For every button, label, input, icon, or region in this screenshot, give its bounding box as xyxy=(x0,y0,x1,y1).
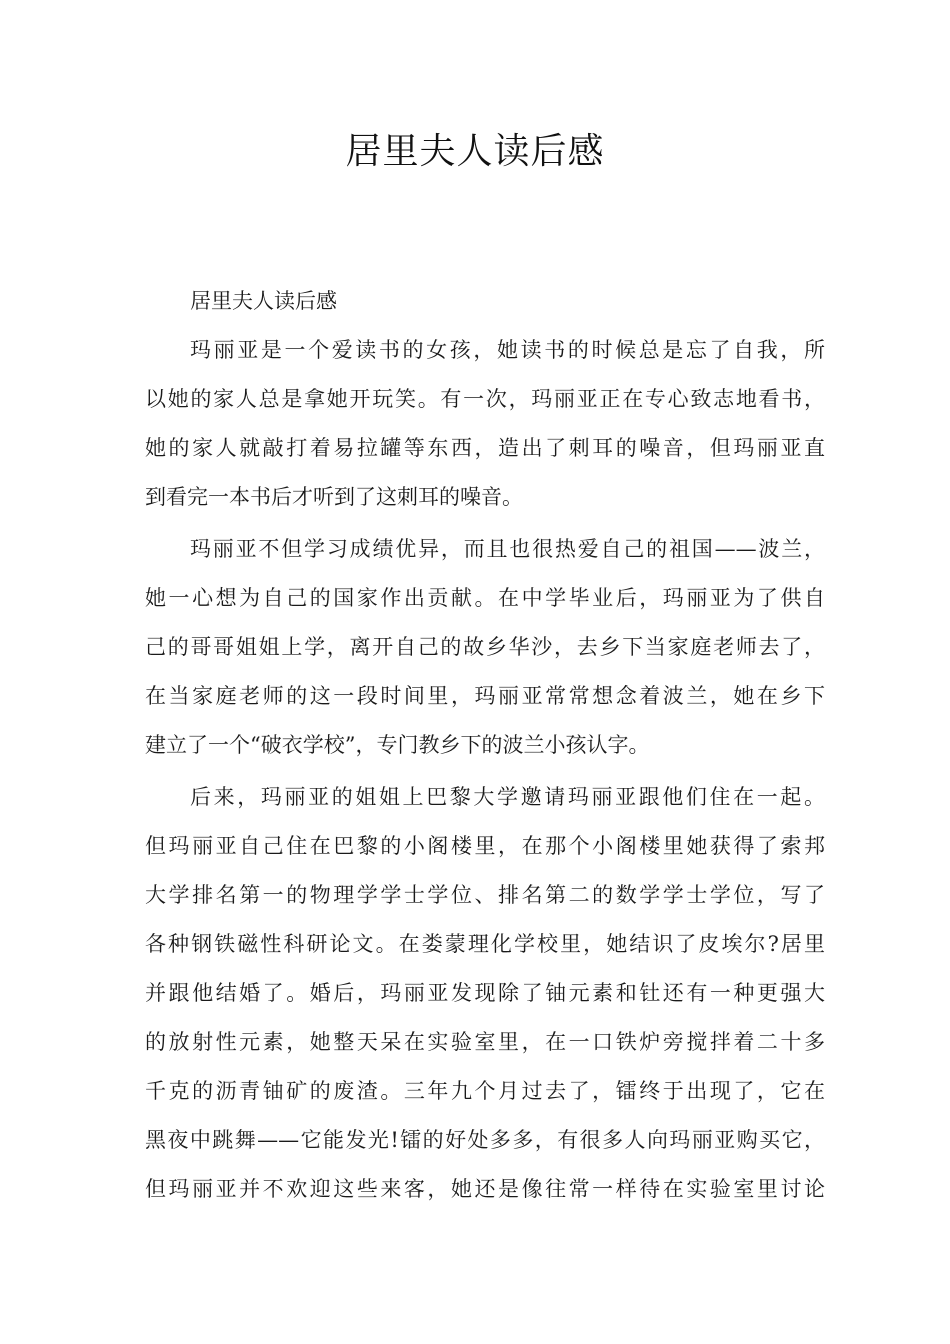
document-title: 居里夫人读后感 xyxy=(345,131,605,172)
text-line: 己的哥哥姐姐上学，离开自己的故乡华沙，去乡下当家庭老师去了， xyxy=(145,635,825,659)
text-line: 黑夜中跳舞——它能发光!镭的好处多多，有很多人向玛丽亚购买它， xyxy=(145,1128,825,1152)
text-line: 以她的家人总是拿她开玩笑。有一次，玛丽亚正在专心致志地看书， xyxy=(145,387,825,411)
text-line: 大学排名第一的物理学学士学位、排名第二的数学学士学位，写了 xyxy=(145,883,825,907)
paragraph-heading: 居里夫人读后感 xyxy=(190,289,337,313)
text-line: 各种钢铁磁性科研论文。在娄蒙理化学校里，她结识了皮埃尔?居里 xyxy=(145,932,825,956)
text-line: 并跟他结婚了。婚后，玛丽亚发现除了铀元素和钍还有一种更强大 xyxy=(145,981,825,1005)
text-line: 千克的沥青铀矿的废渣。三年九个月过去了，镭终于出现了，它在 xyxy=(145,1079,825,1103)
text-line: 但玛丽亚并不欢迎这些来客，她还是像往常一样待在实验室里讨论 xyxy=(145,1177,825,1201)
text-line: 她一心想为自己的国家作出贡献。在中学毕业后，玛丽亚为了供自 xyxy=(145,586,825,610)
text-line: 她的家人就敲打着易拉罐等东西，造出了刺耳的噪音，但玛丽亚直 xyxy=(145,436,825,460)
text-line: 建立了一个“破衣学校”，专门教乡下的波兰小孩认字。 xyxy=(145,733,650,757)
text-line: 玛丽亚是一个爱读书的女孩，她读书的时候总是忘了自我，所 xyxy=(190,338,825,362)
text-line: 但玛丽亚自己住在巴黎的小阁楼里，在那个小阁楼里她获得了索邦 xyxy=(145,834,825,858)
text-line: 在当家庭老师的这一段时间里，玛丽亚常常想念着波兰，她在乡下 xyxy=(145,684,825,708)
text-line: 的放射性元素，她整天呆在实验室里，在一口铁炉旁搅拌着二十多 xyxy=(145,1030,825,1054)
text-line: 后来，玛丽亚的姐姐上巴黎大学邀请玛丽亚跟他们住在一起。 xyxy=(190,785,825,809)
text-line: 到看完一本书后才听到了这刺耳的噪音。 xyxy=(145,485,523,509)
text-line: 玛丽亚不但学习成绩优异，而且也很热爱自己的祖国——波兰， xyxy=(190,537,825,561)
